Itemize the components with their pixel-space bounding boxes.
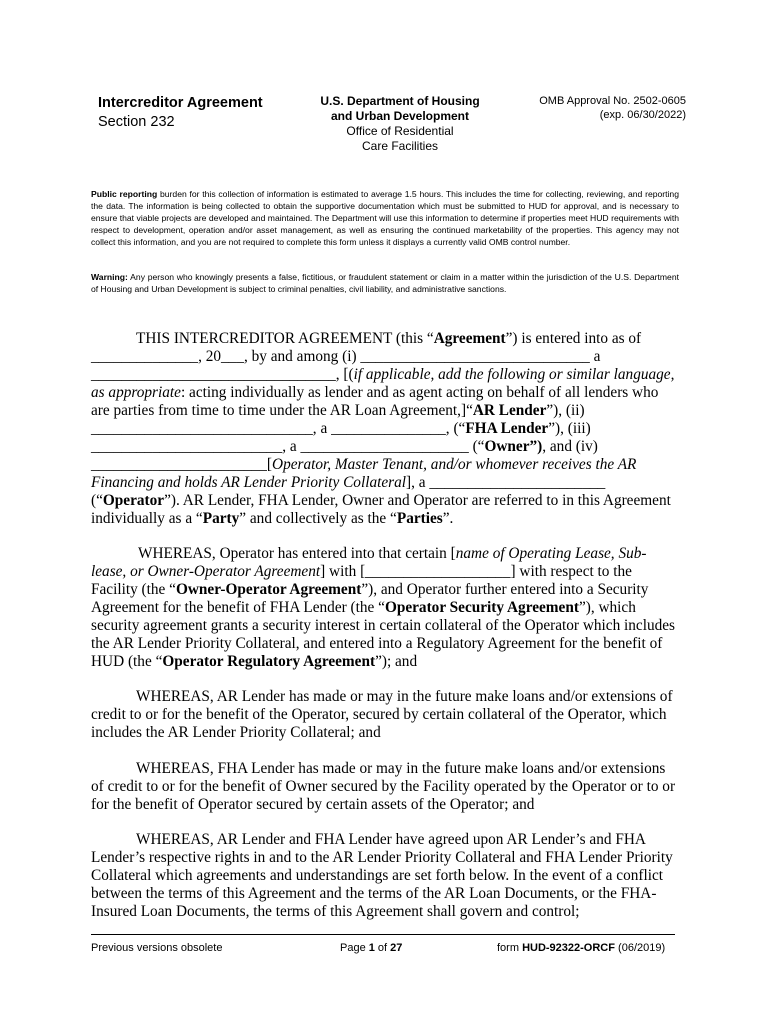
defined-term-owner-operator-agreement: Owner-Operator Agreement <box>175 581 362 598</box>
blank-line-party4: _______________________[ <box>91 456 273 473</box>
text-run: ”) is entered into as of <box>505 330 642 347</box>
current-page: 1 <box>368 942 375 954</box>
defined-term-operator-security-agreement: Operator Security Agreement <box>384 599 579 616</box>
defined-term-agreement: Agreement <box>433 330 506 347</box>
page-of: of <box>374 942 391 954</box>
text-run: , and (iv) <box>542 438 598 455</box>
agency-office-line2: Care Facilities <box>361 139 439 153</box>
defined-term-owner: Owner”) <box>484 438 543 455</box>
recital-text: WHEREAS, FHA Lender has made or may in the future make loans and/or extensions of credit to or for the benefit of Owner secured by the Facility operated by the Operator or to or for the benefit of Operator secured by certain assets of the Operator; and <box>91 760 676 813</box>
text-run: ] with [___________________] with respect to the Facility (the “ <box>91 563 632 598</box>
page-label: Page <box>340 942 369 954</box>
text-run: THIS INTERCREDITOR AGREEMENT (this “ <box>136 330 434 347</box>
text-run: (“ <box>91 492 103 509</box>
footer-versions-note: Previous versions obsolete <box>91 942 223 954</box>
recital-operator-agreement <box>91 545 676 671</box>
warning-text: Any person who knowingly presents a false, fictitious, or fraudulent statement or claim in a matter within the jurisdiction of the U.S. Department of Housing and Urban Development is subject to criminal penalties, civil liability, and administrative sanctions. <box>91 272 679 294</box>
agency-name-line1: U.S. Department of Housing <box>320 94 480 108</box>
defined-term-ar-lender: AR Lender <box>472 402 547 419</box>
text-run: ”), (iii) <box>548 420 591 437</box>
omb-expiration: (exp. 06/30/2022) <box>599 109 686 121</box>
text-run: ], a _______________________ <box>406 474 606 491</box>
blank-line-date-party1: ______________, 20___, by and among (i) ______________________________ a <box>91 348 601 365</box>
document-section: Section 232 <box>98 114 175 130</box>
document-title: Intercreditor Agreement <box>98 95 263 111</box>
text-run: ”), (ii) <box>546 402 585 419</box>
text-run: WHEREAS, Operator has entered into that certain [ <box>138 545 456 562</box>
recital-text: WHEREAS, AR Lender has made or may in the future make loans and/or extensions of credit to or for the benefit of the Operator, secured by certain collateral of the Operator, which includes the AR Lender Priority Collateral; and <box>91 688 673 741</box>
recital-respective-rights <box>91 831 676 921</box>
recital-ar-lender <box>91 688 676 742</box>
italic-instruction: name of Operating Lease, Sub-lease, or Owner-Operator Agreement <box>91 545 647 580</box>
agency-office-line1: Office of Residential <box>346 124 454 138</box>
defined-term-operator: Operator <box>102 492 165 509</box>
defined-term-parties: Parties <box>396 510 443 527</box>
omb-approval-block <box>500 94 686 122</box>
public-reporting-text: burden for this collection of information is estimated to average 1.5 hours. This includes the time for collecting, reviewing, and reporting the data. The information is being collected to obtain the supportive documentation which must be submitted to HUD for approval, and is necessary to ensure that viable projects are developed and maintained. The Department will use this information to determine if properties meet HUD requirements with respect to development, operation and/or asset management, as well as ensuring the continued marketability of the properties. This agency may not collect this information, and you are not required to complete this form unless it displays a currently valid OMB control number. <box>91 189 679 247</box>
text-run: ” and collectively as the “ <box>239 510 397 527</box>
defined-term-party: Party <box>202 510 240 527</box>
recital-fha-lender <box>91 760 676 814</box>
total-pages: 27 <box>390 942 403 954</box>
document-title-block <box>98 94 263 132</box>
form-number: HUD-92322-ORCF <box>522 942 615 954</box>
agreement-preamble <box>91 330 676 528</box>
footer-divider <box>91 934 675 935</box>
text-run: ”), which security agreement grants a security interest in certain collateral of the Operator which includes the AR Lender Priority Collateral, and entered into a Regulatory Agreement for the benefit of HUD (the “ <box>91 599 676 670</box>
warning-label: Warning: <box>91 272 128 282</box>
agency-block <box>300 94 500 154</box>
blank-line-party3: _________________________, a ______________________ (“ <box>91 438 485 455</box>
public-reporting-notice <box>91 188 679 248</box>
warning-notice <box>91 271 679 295</box>
text-run: ”. <box>442 510 454 527</box>
public-reporting-label: Public reporting <box>91 189 158 199</box>
italic-instruction: Operator, Master Tenant, and/or whomever receives the AR Financing and holds AR Lender Priority Collateral <box>91 456 637 491</box>
defined-term-fha-lender: FHA Lender <box>465 420 549 437</box>
defined-term-operator-regulatory-agreement: Operator Regulatory Agreement <box>162 653 376 670</box>
text-run: ”). AR Lender, FHA Lender, Owner and Operator are referred to in this Agreement individually as a “ <box>91 492 671 527</box>
blank-line-party2: _____________________________, a _______________, (“ <box>91 420 466 437</box>
italic-instruction: if applicable, add the following or similar language, as appropriate <box>91 366 675 401</box>
text-run: : acting individually as lender and as agent acting on behalf of all lenders who are parties from time to time under the AR Loan Agreement,]“ <box>91 384 659 419</box>
form-label: form <box>497 942 523 954</box>
blank-line-party1: ________________________________, [( <box>91 366 354 383</box>
recital-text: WHEREAS, AR Lender and FHA Lender have agreed upon AR Lender’s and FHA Lender’s respective rights in and to the AR Lender Priority Collateral and FHA Lender Priority Collateral which agreements and understandings are set forth below. In the event of a conflict between the terms of this Agreement and the terms of the AR Loan Documents, or the FHA-Insured Loan Documents, the terms of this Agreement shall govern and control; <box>91 831 673 920</box>
form-identifier <box>497 941 665 955</box>
agency-name-line2: and Urban Development <box>330 109 470 123</box>
form-date: (06/2019) <box>614 942 666 954</box>
text-run: ”); and <box>375 653 418 670</box>
omb-approval-number: OMB Approval No. 2502-0605 <box>539 95 686 107</box>
text-run: ”), and Operator further entered into a Security Agreement for the benefit of FHA Lender (the “ <box>91 581 649 616</box>
page-number <box>340 941 402 955</box>
